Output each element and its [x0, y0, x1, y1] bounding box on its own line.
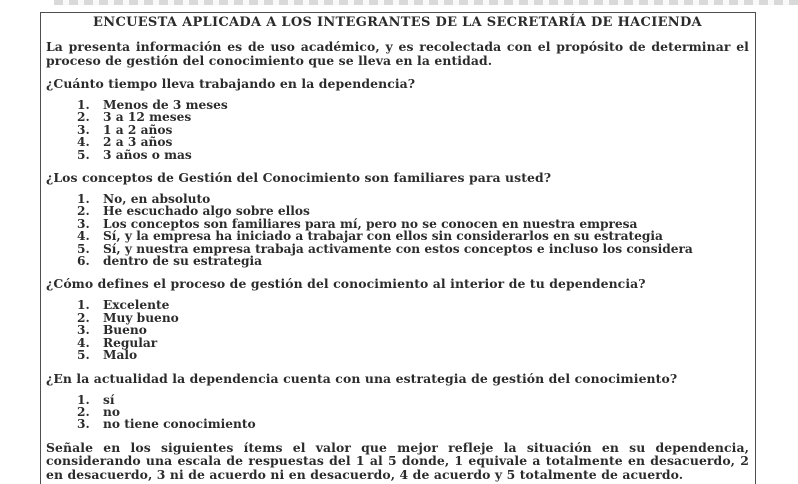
question-text: ¿Cuánto tiempo lleva trabajando en la dependencia? — [46, 76, 416, 91]
option-row — [77, 255, 749, 267]
option-row — [77, 394, 749, 406]
option-number: 5. — [77, 348, 90, 363]
option-row — [77, 349, 749, 361]
option-row — [77, 111, 749, 123]
questions — [46, 77, 749, 431]
option-row — [77, 324, 749, 336]
option-row — [77, 124, 749, 136]
option-number: 4. — [77, 335, 90, 350]
question-block — [46, 372, 749, 431]
option-label: No, en absoluto — [103, 192, 211, 207]
option-number: 4. — [77, 229, 90, 244]
options-list — [77, 99, 749, 161]
question-text: ¿En la actualidad la dependencia cuenta con una estrategia de gestión del conocimiento? — [46, 370, 678, 386]
option-number: 3. — [77, 417, 90, 432]
option-row — [77, 299, 749, 311]
options-list — [77, 193, 749, 267]
options-list — [77, 394, 749, 431]
option-number: 3. — [77, 323, 90, 338]
question-block — [46, 171, 749, 267]
option-label: He escuchado algo sobre ellos — [103, 204, 310, 219]
option-label: Muy bueno — [103, 310, 179, 325]
option-number: 1. — [77, 392, 90, 407]
option-label: dentro de su estrategia — [103, 254, 263, 269]
survey-document-box — [40, 12, 756, 484]
question-block — [46, 277, 749, 361]
options-list — [77, 299, 749, 361]
option-label: Sí, y la empresa ha iniciado a trabajar con ellos sin considerarlos en su estrategia — [103, 229, 663, 244]
option-label: Regular — [103, 335, 158, 350]
option-label: Sí, y nuestra empresa trabaja activamente con estos conceptos e incluso los considera — [103, 241, 693, 256]
option-number: 1. — [77, 98, 90, 112]
option-number: 1. — [77, 298, 90, 313]
option-number: 3. — [77, 216, 90, 231]
option-row — [77, 230, 749, 242]
option-number: 2. — [77, 204, 90, 219]
question-block — [46, 77, 749, 161]
option-label: Bueno — [103, 323, 147, 338]
option-label: sí — [103, 392, 115, 407]
option-number: 4. — [77, 135, 90, 150]
option-label: no tiene conocimiento — [103, 417, 256, 432]
option-row — [77, 418, 749, 430]
option-label: 3 años o mas — [103, 147, 192, 162]
option-label: 1 a 2 años — [103, 122, 173, 137]
option-label: Los conceptos son familiares para mí, pero no se conocen en nuestra empresa — [103, 216, 638, 231]
option-label: Excelente — [103, 298, 170, 313]
option-row — [77, 136, 749, 148]
option-label: no — [103, 404, 120, 419]
option-label: Malo — [103, 348, 138, 363]
scan-artifact-strip — [54, 0, 798, 5]
intro-paragraph: La presenta información es de uso académico, y es recolectada con el propósito de determinar el proceso de gestión del conocimiento que se lleva en la entidad. — [46, 39, 749, 68]
option-number: 2. — [77, 310, 90, 325]
question-text: ¿Los conceptos de Gestión del Conocimiento son familiares para usted? — [46, 170, 552, 186]
option-label: 3 a 12 meses — [103, 110, 192, 125]
option-number: 6. — [77, 254, 90, 269]
option-row — [77, 205, 749, 217]
option-label: 2 a 3 años — [103, 135, 173, 150]
option-row — [77, 149, 749, 161]
question-text: ¿Cómo defines el proceso de gestión del conocimiento al interior de tu dependencia? — [46, 276, 646, 292]
option-label: Menos de 3 meses — [103, 98, 228, 112]
option-row — [77, 337, 749, 349]
document-title: ENCUESTA APLICADA A LOS INTEGRANTES DE LA SECRETARÍA DE HACIENDA — [93, 15, 702, 30]
option-number: 3. — [77, 122, 90, 137]
option-number: 1. — [77, 192, 90, 207]
option-number: 5. — [77, 147, 90, 162]
option-number: 5. — [77, 241, 90, 256]
closing-paragraph: Señale en los siguientes ítems el valor que mejor refleje la situación en su dependencia, considerando una escala de respuestas del 1 al 5 donde, 1 equivale a totalmente en desacuerdo, 2 en desacuerdo, 3 ni de acuerdo ni en desacuerdo, 4 de acuerdo y 5 totalmente de acuerdo. — [46, 439, 749, 482]
option-number: 2. — [77, 404, 90, 419]
option-number: 2. — [77, 110, 90, 125]
option-row — [77, 312, 749, 324]
